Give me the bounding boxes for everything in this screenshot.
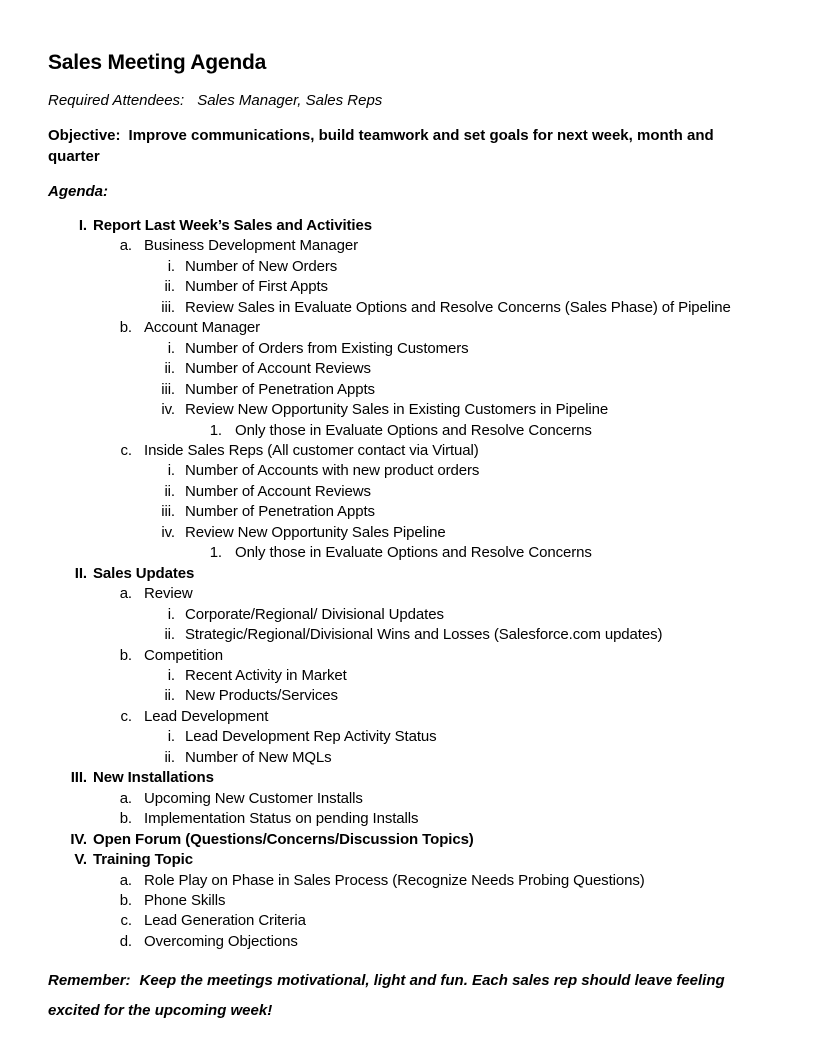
list-marker: b. (119, 810, 132, 828)
list-item (48, 236, 768, 256)
list-item-text: Overcoming Objections (144, 932, 298, 950)
list-marker: II. (74, 564, 87, 582)
list-item-text: Inside Sales Reps (All customer contact via Virtual) (144, 441, 479, 459)
list-item (48, 461, 768, 481)
objective-label: Objective: (48, 127, 121, 144)
list-item (48, 625, 768, 645)
list-item (48, 339, 768, 359)
list-item (48, 707, 768, 727)
list-item-text: Business Development Manager (144, 237, 358, 255)
list-item (48, 543, 768, 563)
list-item (48, 400, 768, 420)
list-item-text: Recent Activity in Market (185, 666, 347, 684)
list-marker: i. (167, 257, 175, 275)
list-item-text: Role Play on Phase in Sales Process (Recognize Needs Probing Questions) (144, 871, 645, 889)
list-item-text: Report Last Week’s Sales and Activities (93, 217, 372, 234)
remember-value: Keep the meetings motivational, light and fun. Each sales rep should leave feeling excited for the upcoming week! (48, 972, 725, 1020)
list-marker: iv. (161, 523, 175, 541)
list-marker: i. (167, 605, 175, 623)
list-item-text: Number of Orders from Existing Customers (185, 339, 469, 357)
list-item (48, 318, 768, 338)
list-marker: ii. (164, 360, 175, 378)
objective-line (48, 125, 768, 167)
list-item-text: Number of Penetration Appts (185, 503, 375, 521)
list-marker: ii. (164, 278, 175, 296)
list-item (48, 482, 768, 502)
list-marker: d. (119, 932, 132, 950)
list-item-text: Competition (144, 646, 223, 664)
list-item-text: Only those in Evaluate Options and Resolve Concerns (235, 544, 592, 562)
list-marker: c. (120, 912, 132, 930)
list-marker: i. (167, 339, 175, 357)
list-item-text: Number of New MQLs (185, 748, 332, 766)
list-item-text: Number of Account Reviews (185, 482, 371, 500)
list-item (48, 298, 768, 318)
list-marker: a. (119, 237, 132, 255)
list-item (48, 646, 768, 666)
list-item-text: Lead Development (144, 707, 269, 725)
list-marker: I. (78, 217, 87, 234)
list-marker: ii. (164, 687, 175, 705)
list-item (48, 277, 768, 297)
required-attendees-label: Required Attendees: (48, 92, 185, 109)
list-marker: iv. (161, 401, 175, 419)
list-item (48, 686, 768, 706)
list-item (48, 564, 768, 584)
agenda-list (48, 216, 768, 952)
list-item-text: Account Manager (144, 319, 261, 337)
list-marker: ii. (164, 626, 175, 644)
list-marker: iii. (161, 380, 175, 398)
list-item-text: Lead Development Rep Activity Status (185, 728, 437, 746)
list-marker: b. (119, 319, 132, 337)
list-item-text: Sales Updates (93, 564, 195, 582)
list-item-text: Phone Skills (144, 891, 226, 909)
list-item (48, 584, 768, 604)
list-item-text: Review New Opportunity Sales Pipeline (185, 523, 446, 541)
list-item-text: Upcoming New Customer Installs (144, 789, 363, 807)
list-item-text: Number of Accounts with new product orders (185, 462, 480, 480)
list-item-text: Number of New Orders (185, 257, 338, 275)
list-marker: 1. (209, 421, 222, 439)
list-item-text: Number of Penetration Appts (185, 380, 375, 398)
required-attendees-value: Sales Manager, Sales Reps (197, 92, 383, 109)
list-item-text: Review New Opportunity Sales in Existing Customers in Pipeline (185, 401, 609, 419)
list-marker: b. (119, 891, 132, 909)
objective-value: Improve communications, build teamwork and set goals for next week, month and quarter (48, 127, 714, 165)
list-item-text: Only those in Evaluate Options and Resolve Concerns (235, 421, 592, 439)
list-item (48, 502, 768, 522)
list-item (48, 605, 768, 625)
list-item (48, 911, 768, 931)
list-item-text: Corporate/Regional/ Divisional Updates (185, 605, 444, 623)
list-item (48, 830, 768, 850)
list-marker: i. (167, 666, 175, 684)
list-item-text: Training Topic (93, 851, 193, 869)
list-item-text: New Installations (93, 769, 214, 787)
list-item (48, 789, 768, 809)
list-item (48, 871, 768, 891)
list-marker: b. (119, 646, 132, 664)
agenda-heading: Agenda: (48, 183, 108, 200)
list-item (48, 421, 768, 441)
list-marker: iii. (161, 503, 175, 521)
list-item (48, 850, 768, 870)
list-item-text: Implementation Status on pending Installs (144, 810, 419, 828)
list-marker: i. (167, 728, 175, 746)
list-marker: c. (120, 441, 132, 459)
list-item (48, 932, 768, 952)
list-marker: a. (119, 871, 132, 889)
list-item (48, 257, 768, 277)
list-item-text: Strategic/Regional/Divisional Wins and Losses (Salesforce.com updates) (185, 626, 663, 644)
list-item (48, 748, 768, 768)
list-marker: ii. (164, 482, 175, 500)
list-marker: a. (119, 789, 132, 807)
list-item (48, 891, 768, 911)
list-item (48, 666, 768, 686)
list-marker: V. (74, 851, 87, 869)
list-item (48, 359, 768, 379)
list-marker: ii. (164, 748, 175, 766)
list-marker: III. (70, 769, 87, 787)
remember-note (48, 966, 768, 1026)
list-item (48, 523, 768, 543)
required-attendees-line (48, 90, 768, 111)
list-marker: iii. (161, 298, 175, 316)
list-marker: i. (167, 462, 175, 480)
remember-label: Remember: (48, 972, 131, 990)
list-item-text: Review (144, 585, 193, 603)
list-item (48, 216, 768, 236)
list-item-text: Open Forum (Questions/Concerns/Discussion Topics) (93, 830, 474, 848)
list-item-text: New Products/Services (185, 687, 338, 705)
list-marker: c. (120, 707, 132, 725)
list-item-text: Review Sales in Evaluate Options and Resolve Concerns (Sales Phase) of Pipeline (185, 298, 731, 316)
list-marker: a. (119, 585, 132, 603)
list-item (48, 809, 768, 829)
list-item (48, 727, 768, 747)
list-item (48, 768, 768, 788)
document-title: Sales Meeting Agenda (48, 51, 267, 74)
list-item-text: Number of Account Reviews (185, 360, 371, 378)
list-marker: IV. (70, 830, 87, 848)
list-item (48, 441, 768, 461)
list-item-text: Number of First Appts (185, 278, 328, 296)
list-item (48, 380, 768, 400)
list-marker: 1. (209, 544, 222, 562)
list-item-text: Lead Generation Criteria (144, 912, 306, 930)
